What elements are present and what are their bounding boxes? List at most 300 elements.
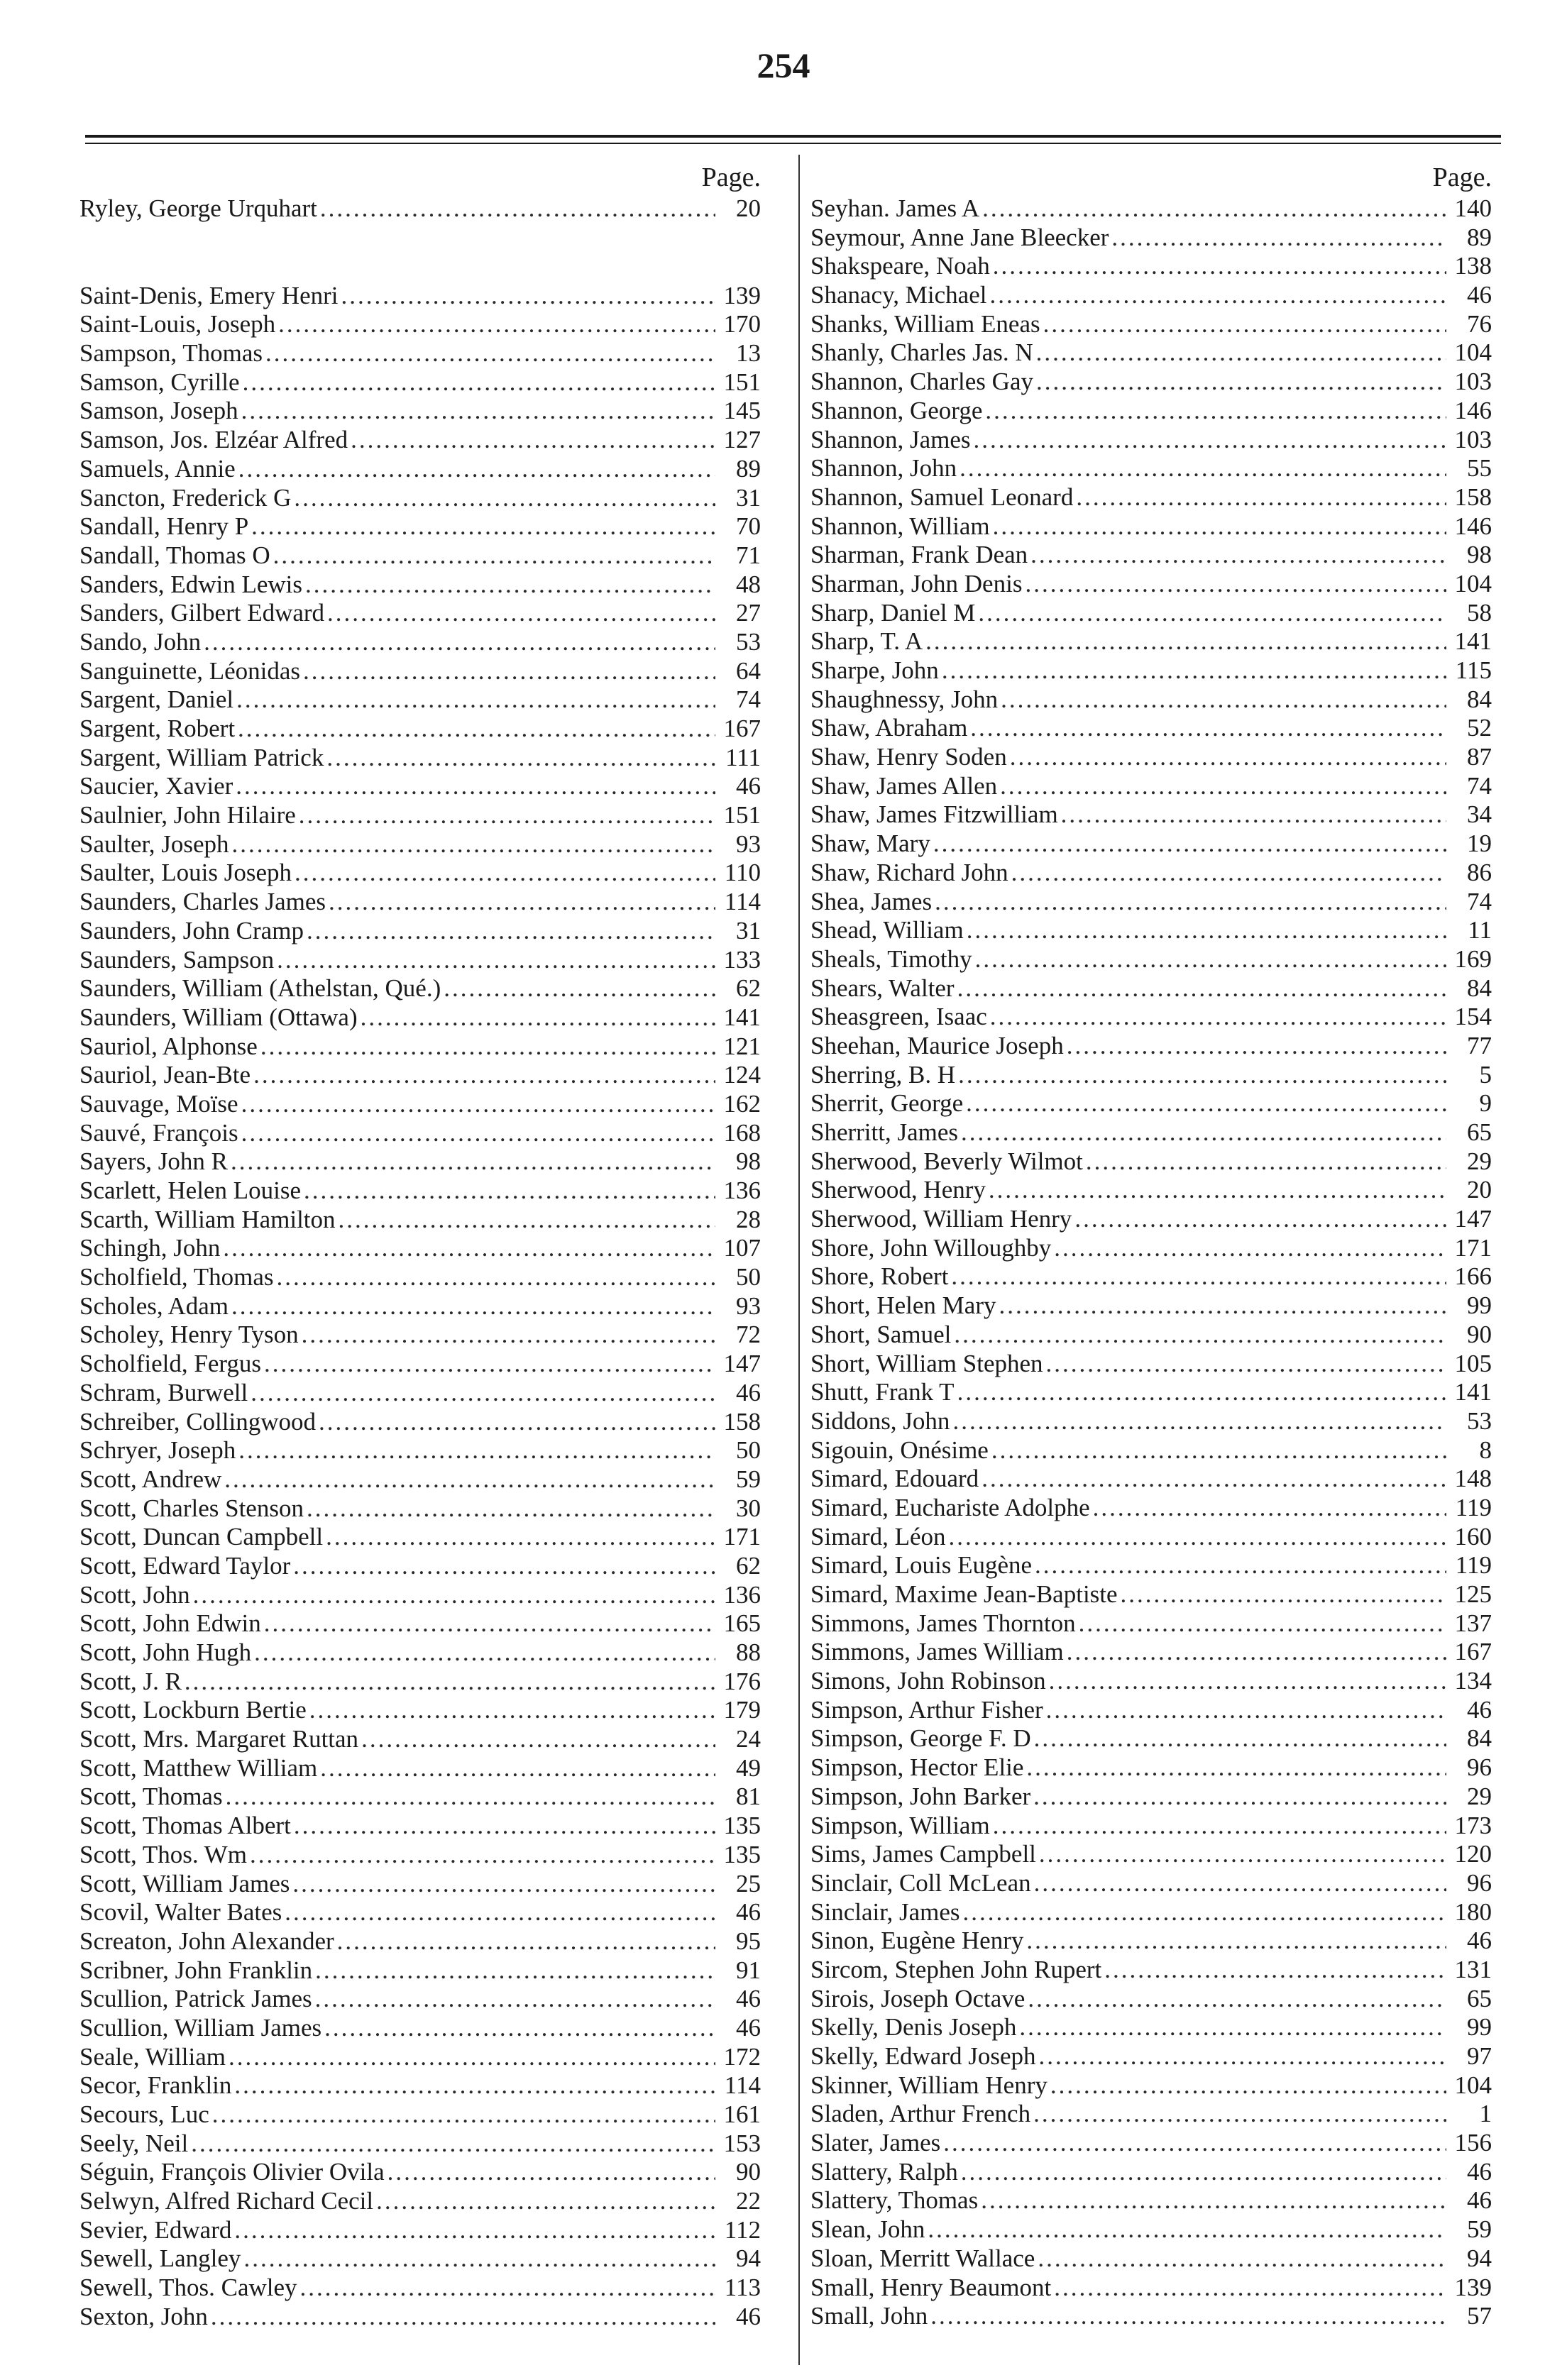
entry-name: Shaw, James Fitzwilliam [810, 800, 1058, 829]
index-entry [810, 2302, 1492, 2331]
entry-name: Sherwood, Beverly Wilmot [810, 1147, 1083, 1175]
dot-leader [231, 1147, 715, 1177]
dot-leader [273, 541, 715, 571]
index-entry [810, 224, 1492, 253]
index-entry [810, 454, 1492, 483]
entry-name: Simard, Euchariste Adolphe [810, 1493, 1090, 1521]
entry-name: Small, John [810, 2302, 928, 2330]
entry-page-number: 124 [723, 1061, 761, 1089]
entry-page-number: 9 [1479, 1089, 1492, 1118]
entry-name: Simpson, John Barker [810, 1782, 1031, 1810]
index-entry [810, 1667, 1492, 1696]
dot-leader [952, 1407, 1446, 1436]
index-entry [79, 1292, 761, 1321]
entry-page-number: 70 [736, 512, 761, 541]
dot-leader [236, 772, 715, 801]
entry-page-number: 135 [723, 1840, 761, 1868]
entry-name: Shore, John Willoughby [810, 1233, 1052, 1262]
entry-page-number: 84 [1467, 974, 1492, 1002]
index-entry [810, 281, 1492, 310]
dot-leader [302, 1321, 715, 1350]
dot-leader [231, 1292, 715, 1321]
index-entry [810, 1898, 1492, 1927]
entry-name: Scott, John Hugh [79, 1638, 252, 1666]
dot-leader [303, 657, 715, 686]
entry-name: Shannon, George [810, 396, 983, 424]
entry-page-number: 104 [1454, 338, 1492, 367]
entry-page-number: 156 [1454, 2129, 1492, 2157]
dot-leader [387, 2158, 715, 2187]
entry-page-number: 136 [723, 1580, 761, 1609]
dot-leader [361, 1725, 715, 1754]
entry-name: Sargent, Robert [79, 715, 236, 742]
dot-leader [315, 1956, 715, 1985]
dot-leader [967, 916, 1446, 945]
entry-page-number: 139 [723, 281, 761, 309]
dot-leader [1036, 368, 1446, 397]
entry-name: Sinon, Eugène Henry [810, 1927, 1024, 1955]
entry-page-number: 53 [1467, 1406, 1492, 1435]
dot-leader [299, 801, 715, 830]
index-entry [810, 1176, 1492, 1205]
index-entry [810, 1205, 1492, 1234]
entry-page-number: 154 [1454, 1003, 1492, 1031]
index-entry [79, 512, 761, 541]
dot-leader [304, 1177, 715, 1206]
index-entry [810, 1032, 1492, 1061]
entry-name: Sharman, John Denis [810, 569, 1023, 597]
dot-leader [361, 1003, 715, 1032]
entry-name: Scott, Charles Stenson [79, 1494, 304, 1522]
entry-page-number: 94 [1467, 2244, 1492, 2272]
dot-leader [224, 1465, 715, 1494]
index-entry [810, 252, 1492, 281]
dot-leader [991, 1436, 1446, 1465]
entry-name: Sando, John [79, 627, 202, 656]
dot-leader [978, 599, 1446, 628]
index-entry [79, 1668, 761, 1697]
entry-name: Samson, Jos. Elzéar Alfred [79, 426, 348, 454]
entry-name: Sharpe, John [810, 656, 939, 684]
index-entry [79, 571, 761, 600]
entry-name: Saint-Denis, Emery Henri [79, 281, 339, 309]
index-entry [810, 1840, 1492, 1869]
dot-leader [1067, 1638, 1446, 1667]
dot-leader [444, 974, 715, 1003]
entry-name: Simmons, James William [810, 1638, 1064, 1666]
dot-leader [329, 888, 715, 917]
index-entry [810, 368, 1492, 397]
entry-name: Sloan, Merritt Wallace [810, 2244, 1035, 2272]
entry-page-number: 94 [736, 2244, 761, 2273]
index-entry [810, 2129, 1492, 2158]
entry-name: Simmons, James Thornton [810, 1609, 1076, 1637]
dot-leader [234, 2071, 715, 2100]
index-entry [810, 1956, 1492, 1985]
entry-name: Séguin, François Olivier Ovila [79, 2158, 385, 2186]
entry-name: Sheehan, Maurice Joseph [810, 1031, 1064, 1059]
index-entry [810, 2215, 1492, 2244]
dot-leader [293, 1552, 715, 1581]
dot-leader [993, 252, 1446, 281]
left-column-entries [79, 194, 761, 2332]
column-divider [798, 155, 800, 2365]
dot-leader [982, 194, 1446, 224]
dot-leader [1010, 743, 1446, 772]
index-entry [79, 2158, 761, 2187]
entry-page-number: 90 [1467, 1320, 1492, 1348]
entry-page-number: 53 [736, 627, 761, 656]
dot-leader [251, 1379, 715, 1408]
index-entry [810, 974, 1492, 1003]
index-entry [810, 1147, 1492, 1177]
entry-name: Sheals, Timothy [810, 944, 972, 973]
dot-leader [309, 1696, 715, 1725]
entry-name: Scarth, William Hamilton [79, 1205, 336, 1233]
entry-page-number: 146 [1454, 396, 1492, 424]
entry-page-number: 50 [736, 1263, 761, 1291]
entry-name: Small, Henry Beaumont [810, 2273, 1052, 2301]
index-entry [810, 1927, 1492, 1956]
entry-page-number: 95 [736, 1927, 761, 1955]
dot-leader [966, 1089, 1446, 1118]
entry-page-number: 141 [1454, 1378, 1492, 1406]
index-entry [79, 1956, 761, 1985]
entry-name: Scott, Thos. Wm [79, 1840, 247, 1868]
dot-leader [238, 455, 715, 484]
entry-page-number: 158 [723, 1407, 761, 1436]
dot-leader [942, 656, 1446, 685]
entry-name: Scholfield, Fergus [79, 1350, 262, 1378]
entry-page-number: 89 [736, 454, 761, 483]
entry-page-number: 11 [1468, 916, 1492, 944]
entry-page-number: 48 [736, 570, 761, 598]
index-entry [810, 772, 1492, 801]
index-entry [79, 1003, 761, 1032]
entry-page-number: 173 [1454, 1811, 1492, 1839]
entry-page-number: 165 [723, 1609, 761, 1638]
dot-leader [982, 1465, 1446, 1494]
index-entry [810, 1551, 1492, 1580]
dot-leader [1000, 772, 1446, 801]
entry-name: Sayers, John R [79, 1147, 229, 1176]
dot-leader [326, 1523, 715, 1552]
index-entry [79, 2274, 761, 2303]
index-entry [810, 859, 1492, 888]
entry-page-number: 96 [1467, 1753, 1492, 1782]
dot-leader [1035, 1551, 1446, 1580]
entry-page-number: 180 [1454, 1897, 1492, 1926]
entry-name: Sherwood, Henry [810, 1176, 986, 1204]
entry-page-number: 171 [1454, 1233, 1492, 1262]
entry-name: Saucier, Xavier [79, 772, 233, 800]
entry-page-number: 1 [1479, 2100, 1492, 2128]
entry-page-number: 139 [1454, 2273, 1492, 2301]
dot-leader [925, 627, 1446, 656]
entry-page-number: 120 [1454, 1840, 1492, 1868]
entry-name: Sauriol, Jean-Bte [79, 1061, 251, 1089]
index-entry [810, 1118, 1492, 1147]
index-entry [79, 599, 761, 628]
dot-leader [1061, 800, 1446, 830]
entry-name: Shears, Walter [810, 974, 955, 1002]
entry-name: Sauriol, Alphonse [79, 1032, 258, 1060]
dot-leader [307, 1494, 715, 1524]
entry-page-number: 162 [723, 1089, 761, 1118]
entry-page-number: 111 [725, 743, 761, 771]
entry-page-number: 148 [1454, 1465, 1492, 1493]
index-entry [810, 2158, 1492, 2187]
dot-leader [320, 1754, 715, 1783]
dot-leader [264, 1350, 715, 1379]
index-entry [810, 1003, 1492, 1032]
index-entry [810, 1985, 1492, 2014]
index-entry [79, 1321, 761, 1350]
entry-name: Schreiber, Collingwood [79, 1407, 316, 1436]
entry-name: Simpson, Arthur Fisher [810, 1695, 1043, 1724]
entry-page-number: 172 [723, 2042, 761, 2071]
entry-name: Skinner, William Henry [810, 2071, 1048, 2099]
entry-name: Scott, Thomas Albert [79, 1812, 291, 1840]
dot-leader [1074, 1205, 1446, 1234]
index-entry [810, 1061, 1492, 1090]
index-entry [810, 1580, 1492, 1609]
entry-page-number: 46 [1467, 1927, 1492, 1955]
dot-leader [961, 1118, 1446, 1147]
entry-page-number: 114 [724, 888, 761, 916]
header-rule-thick [85, 135, 1501, 138]
entry-name: Sharman, Frank Dean [810, 541, 1028, 569]
entry-name: Scribner, John Franklin [79, 1956, 313, 1984]
entry-page-number: 147 [723, 1350, 761, 1378]
entry-page-number: 176 [723, 1667, 761, 1695]
dot-leader [985, 397, 1446, 426]
entry-page-number: 65 [1467, 1984, 1492, 2012]
entry-page-number: 93 [736, 830, 761, 858]
entry-name: Slattery, Thomas [810, 2186, 979, 2215]
entry-page-number: 72 [736, 1321, 761, 1349]
entry-name: Scholey, Henry Tyson [79, 1321, 299, 1349]
entry-page-number: 104 [1454, 569, 1492, 597]
index-entry [79, 1061, 761, 1090]
entry-page-number: 135 [723, 1812, 761, 1840]
index-entry [79, 974, 761, 1003]
index-entry [79, 1350, 761, 1379]
entry-name: Sevier, Edward [79, 2215, 232, 2244]
entry-name: Shutt, Frank T [810, 1378, 955, 1406]
entry-name: Sherritt, James [810, 1118, 959, 1146]
index-entry [810, 2071, 1492, 2100]
dot-leader [241, 1090, 715, 1119]
index-entry [810, 338, 1492, 368]
index-entry [810, 945, 1492, 974]
entry-name: Sharp, T. A [810, 627, 923, 656]
dot-leader [294, 484, 715, 513]
entry-name: Sargent, Daniel [79, 685, 234, 714]
dot-leader [1121, 1580, 1446, 1609]
index-entry [79, 2014, 761, 2043]
entry-page-number: 171 [723, 1523, 761, 1551]
entry-page-number: 125 [1454, 1580, 1492, 1608]
entry-page-number: 151 [723, 368, 761, 396]
entry-page-number: 161 [723, 2100, 761, 2128]
dot-leader [1086, 1147, 1446, 1177]
entry-page-number: 158 [1454, 483, 1492, 511]
index-entry [810, 1407, 1492, 1436]
entry-name: Scullion, Patrick James [79, 1985, 312, 2013]
index-entry [79, 2071, 761, 2100]
entry-name: Ryley, George Urquhart [79, 194, 317, 222]
dot-leader [1046, 1350, 1446, 1379]
entry-page-number: 46 [736, 1378, 761, 1406]
entry-name: Saunders, William (Athelstan, Qué.) [79, 974, 441, 1003]
entry-name: Secours, Luc [79, 2100, 209, 2128]
entry-name: Sanders, Edwin Lewis [79, 570, 302, 598]
dot-leader [975, 945, 1446, 974]
dot-leader [320, 194, 715, 224]
index-entry [810, 194, 1492, 224]
entry-name: Sinclair, Coll McLean [810, 1868, 1031, 1897]
entry-name: Shannon, Samuel Leonard [810, 483, 1074, 511]
index-entry [79, 1408, 761, 1437]
index-entry [810, 512, 1492, 541]
dot-leader [278, 310, 715, 339]
entry-name: Shannon, John [810, 454, 957, 483]
entry-page-number: 8 [1479, 1436, 1492, 1464]
index-entry [79, 657, 761, 686]
dot-leader [970, 714, 1446, 743]
index-entry [79, 1552, 761, 1581]
index-entry [79, 1090, 761, 1119]
entry-page-number: 141 [723, 1003, 761, 1031]
index-entry [810, 1638, 1492, 1667]
entry-name: Seyhan. James A [810, 194, 980, 222]
entry-page-number: 59 [1467, 2215, 1492, 2244]
index-entry [810, 1724, 1492, 1753]
entry-name: Scott, Matthew William [79, 1753, 318, 1782]
entry-page-number: 99 [1467, 2013, 1492, 2042]
entry-name: Sanders, Gilbert Edward [79, 599, 325, 627]
dot-leader [191, 2130, 715, 2159]
entry-name: Shore, Robert [810, 1262, 949, 1291]
dot-leader [1046, 1696, 1446, 1725]
entry-name: Scholfield, Thomas [79, 1263, 274, 1291]
dot-leader [1033, 2100, 1446, 2129]
entry-page-number: 20 [1467, 1176, 1492, 1204]
entry-name: Sancton, Frederick G [79, 483, 292, 512]
entry-page-number: 46 [1467, 281, 1492, 309]
dot-leader [294, 1812, 715, 1841]
entry-page-number: 52 [1467, 714, 1492, 742]
index-entry [810, 2042, 1492, 2071]
index-entry [79, 1436, 761, 1465]
entry-page-number: 5 [1479, 1060, 1492, 1089]
dot-leader [264, 1609, 715, 1638]
index-entry [810, 916, 1492, 945]
dot-leader [1043, 310, 1446, 339]
dot-leader [1038, 2244, 1446, 2274]
entry-page-number: 31 [736, 916, 761, 944]
index-entry [810, 1465, 1492, 1494]
dot-leader [1093, 1494, 1446, 1523]
dot-leader [193, 1581, 715, 1610]
dot-leader [339, 1206, 715, 1235]
dot-leader [185, 1668, 715, 1697]
entry-page-number: 107 [723, 1234, 761, 1262]
entry-name: Simard, Louis Eugène [810, 1551, 1033, 1580]
entry-name: Sanguinette, Léonidas [79, 656, 301, 685]
dot-leader [327, 599, 715, 628]
dot-leader [1025, 570, 1446, 599]
entry-page-number: 62 [736, 1551, 761, 1580]
entry-name: Simard, Edouard [810, 1465, 979, 1493]
entry-name: Shanks, William Eneas [810, 309, 1040, 338]
entry-page-number: 140 [1454, 194, 1492, 222]
entry-page-number: 28 [736, 1205, 761, 1233]
entry-page-number: 65 [1467, 1118, 1492, 1146]
index-entry [79, 1870, 761, 1899]
entry-name: Skelly, Edward Joseph [810, 2042, 1036, 2070]
entry-name: Scott, William James [79, 1869, 290, 1897]
index-entry [79, 628, 761, 657]
entry-name: Siddons, John [810, 1406, 950, 1435]
dot-leader [1019, 2013, 1446, 2042]
dot-leader [958, 1061, 1446, 1090]
dot-leader [1050, 2071, 1446, 2100]
dot-leader [1028, 1985, 1446, 2014]
index-entry [79, 859, 761, 888]
entry-page-number: 153 [723, 2129, 761, 2157]
entry-page-number: 138 [1454, 252, 1492, 280]
dot-leader [250, 1841, 715, 1870]
entry-page-number: 13 [736, 339, 761, 368]
entry-name: Scott, Thomas [79, 1783, 223, 1811]
entry-name: Sladen, Arthur French [810, 2100, 1031, 2128]
dot-leader [1079, 1609, 1446, 1638]
index-entry [810, 1783, 1492, 1812]
entry-name: Sherwood, William Henry [810, 1205, 1072, 1233]
entry-name: Sexton, John [79, 2302, 208, 2330]
entry-page-number: 133 [723, 945, 761, 974]
dot-leader [260, 1032, 715, 1062]
entry-page-number: 50 [736, 1436, 761, 1465]
dot-leader [243, 2244, 715, 2274]
entry-page-number: 119 [1455, 1551, 1492, 1580]
entry-name: Schingh, John [79, 1234, 221, 1262]
entry-page-number: 90 [736, 2158, 761, 2186]
dot-leader [315, 1985, 715, 2014]
index-entry [79, 946, 761, 975]
dot-leader [341, 282, 716, 311]
entry-page-number: 168 [723, 1118, 761, 1147]
index-entry [79, 1754, 761, 1783]
entry-page-number: 46 [1467, 1695, 1492, 1724]
index-entry [810, 426, 1492, 455]
entry-page-number: 99 [1467, 1291, 1492, 1320]
index-entry [810, 1753, 1492, 1783]
entry-page-number: 58 [1467, 598, 1492, 627]
entry-page-number: 27 [736, 599, 761, 627]
index-entry [810, 1378, 1492, 1407]
entry-page-number: 167 [723, 715, 761, 742]
dot-leader [324, 2014, 715, 2043]
entry-page-number: 24 [736, 1725, 761, 1753]
dot-leader [989, 1176, 1446, 1205]
entry-page-number: 22 [736, 2187, 761, 2215]
entry-page-number: 160 [1454, 1522, 1492, 1550]
index-entry [79, 1177, 761, 1206]
entry-name: Skelly, Denis Joseph [810, 2013, 1017, 2042]
